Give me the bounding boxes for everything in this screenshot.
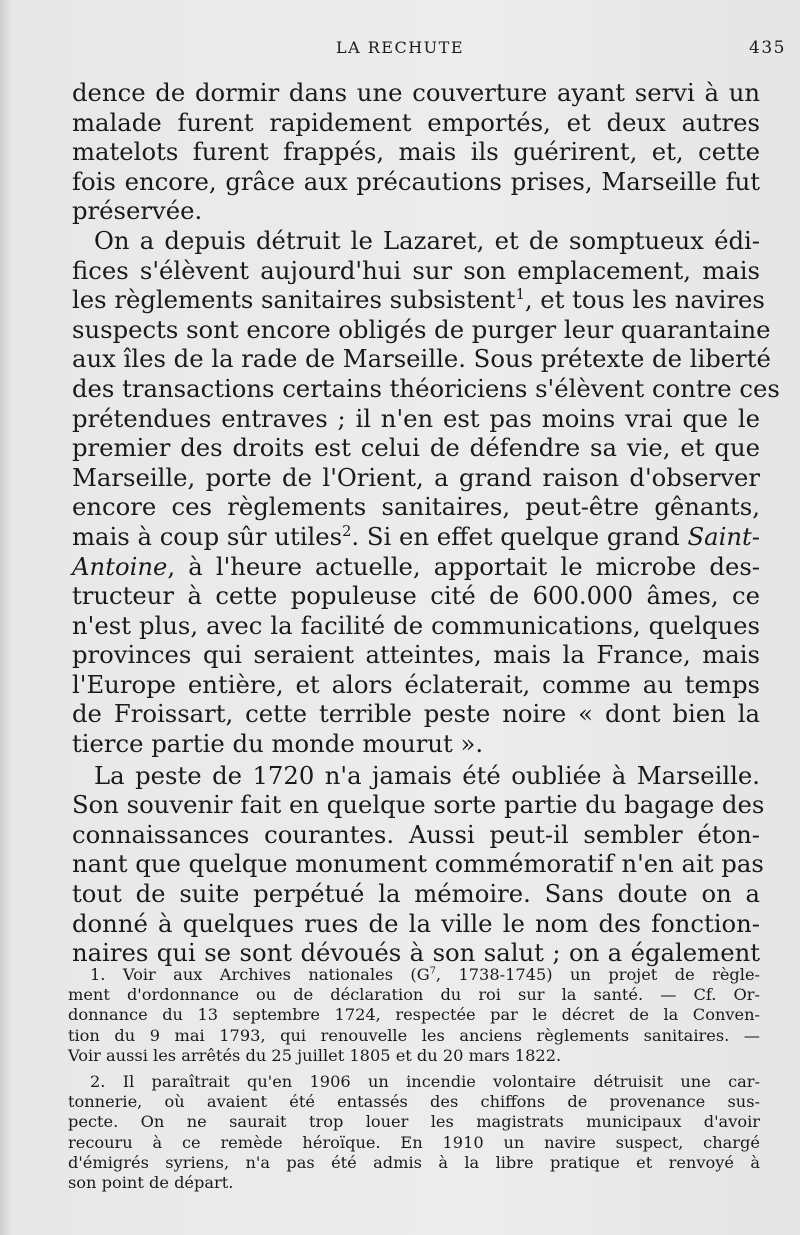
text-line: dence de dormir dans une couverture ayant servi à un: [72, 78, 760, 107]
text-line: Son souvenir fait en quelque sorte partie du bagage des: [72, 790, 765, 820]
text-fragment: , 1738-1745) un projet de règle-: [435, 965, 760, 984]
footnote-1-line: donnance du 13 septembre 1724, respectée par le décret de la Conven-: [68, 1005, 760, 1025]
footnote-ref-1[interactable]: 1: [515, 286, 525, 304]
text-fragment: . Si en effet quelque grand: [351, 521, 688, 551]
text-line: encore ces règlements sanitaires, peut-être gênants,: [72, 492, 760, 522]
text-fragment: mais à coup sûr utiles: [72, 521, 343, 551]
text-line: suspects sont encore obligés de purger leur quarantaine: [72, 314, 771, 344]
text-line: matelots furent frappés, mais ils guérirent, et, cette: [72, 137, 760, 167]
text-fragment: les règlements sanitaires subsistent: [72, 285, 516, 315]
text-line: donné à quelques rues de la ville le nom des fonction-: [72, 908, 760, 938]
text-line: [72, 552, 760, 582]
text-line: La peste de 1720 n'a jamais été oubliée à Marseille.: [94, 760, 760, 790]
text-line: naires qui se sont dévoués à son salut ; on a également: [72, 938, 760, 968]
text-line: prétendues entraves ; il n'en est pas moins vrai que le: [72, 403, 760, 433]
footnote-2-line: d'émigrés syriens, n'a pas été admis à la libre pratique et renvoyé à: [68, 1152, 760, 1172]
superscript: 7: [429, 965, 436, 977]
text-line: des transactions certains théoriciens s'élèvent contre ces: [72, 373, 780, 403]
footnote-1-line: tion du 9 mai 1793, qui renouvelle les anciens règlements sanitaires. —: [68, 1025, 760, 1045]
text-line: malade furent rapidement emportés, et deux autres: [72, 107, 760, 137]
footnote-2-line: son point de départ.: [68, 1172, 234, 1192]
italic-fragment: Antoine: [72, 551, 168, 581]
running-title: LA RECHUTE: [335, 38, 465, 57]
text-line: tierce partie du monde mourut ».: [72, 729, 484, 759]
text-line: connaissances courantes. Aussi peut-il sembler éton-: [72, 819, 760, 849]
text-line: premier des droits est celui de défendre sa vie, et que: [72, 433, 760, 463]
text-line: tructeur à cette populeuse cité de 600.000 âmes, ce: [72, 581, 760, 611]
text-fragment: , à l'heure actuelle, apportait le microbe des-: [167, 551, 760, 581]
body-text: [72, 78, 780, 968]
footnote-2-line: pecte. On ne saurait trop louer les magistrats municipaux d'avoir: [68, 1112, 760, 1132]
text-line: provinces qui seraient atteintes, mais la France, mais: [72, 640, 760, 670]
text-line: préservée.: [72, 196, 203, 226]
page-number: 435: [749, 38, 786, 58]
text-line: [72, 285, 765, 315]
footnote-1-line: ment d'ordonnance ou de déclaration du roi sur la santé. — Cf. Or-: [68, 985, 760, 1005]
text-line: nant que quelque monument commémoratif n'en ait pas: [72, 849, 764, 879]
footnote-2-line: tonnerie, où avaient été entassés des chiffons de provenance sus-: [68, 1092, 760, 1112]
footnote-2-line: 2. Il paraîtrait qu'en 1906 un incendie volontaire détruisit une car-: [90, 1071, 760, 1091]
text-line: [72, 522, 760, 552]
text-fragment: , et tous les navires: [524, 285, 765, 315]
footnotes: [68, 965, 760, 1193]
footnote-2-line: recouru à ce remède héroïque. En 1910 un navire suspect, chargé: [68, 1132, 760, 1152]
text-line: n'est plus, avec la facilité de communications, quelques: [72, 610, 760, 640]
text-line: fois encore, grâce aux précautions prises, Marseille fut: [72, 166, 760, 196]
text-line: fices s'élèvent aujourd'hui sur son emplacement, mais: [72, 255, 760, 285]
text-line: l'Europe entière, et alors éclaterait, comme au temps: [72, 669, 760, 699]
italic-fragment: Saint-: [687, 521, 761, 551]
text-line: aux îles de la rade de Marseille. Sous prétexte de liberté: [72, 344, 771, 374]
text-line: de Froissart, cette terrible peste noire « dont bien la: [72, 699, 760, 729]
text-line: tout de suite perpétué la mémoire. Sans doute on a: [72, 879, 760, 909]
text-line: On a depuis détruit le Lazaret, et de somptueux édi-: [94, 225, 760, 255]
footnote-ref-2[interactable]: 2: [342, 522, 352, 540]
text-line: Marseille, porte de l'Orient, a grand raison d'observer: [72, 462, 760, 492]
footnote-1-line: [68, 965, 760, 985]
footnote-1-line: Voir aussi les arrêtés du 25 juillet 1805 et du 20 mars 1822.: [68, 1045, 562, 1065]
text-fragment: 1. Voir aux Archives nationales (G: [90, 965, 430, 984]
